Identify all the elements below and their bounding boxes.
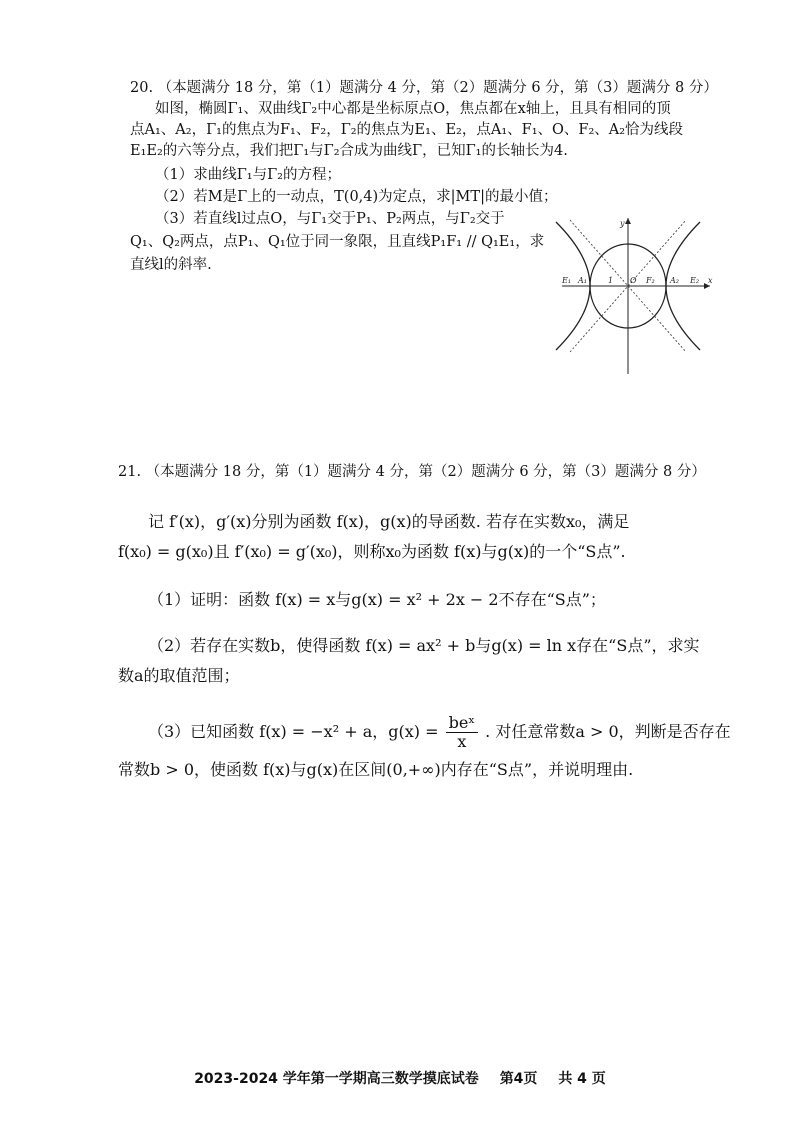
y-axis-arrow (625, 218, 631, 224)
q21-part-3-text-b: . 对任意常数a > 0，判断是否存在 (485, 722, 731, 741)
label-F2: F₂ (646, 276, 655, 285)
q20-part-3-line-1: （3）若直线l过点O，与Γ₁交于P₁、P₂两点，与Γ₂交于 (155, 211, 505, 227)
q21-part-1: （1）证明：函数 f(x) = x与g(x) = x² + 2x − 2不存在“S点”； (148, 590, 606, 609)
footer-title: 2023-2024 学年第一学期高三数学摸底试卷 (194, 1071, 479, 1087)
q21-fraction (446, 714, 479, 751)
q20-part-1: （1）求曲线Γ₁与Γ₂的方程； (155, 167, 341, 183)
q20-intro-line-2: 点A₁、A₂，Γ₁的焦点为F₁、F₂，Γ₂的焦点为E₁、E₂，点A₁、F₁、O、F₂、A₂恰为线段 (130, 122, 684, 138)
conic-figure (550, 212, 720, 377)
label-A2: A₂ (670, 276, 679, 285)
label-O: O (630, 276, 637, 285)
q20-header: 20. （本题满分 18 分，第（1）题满分 4 分，第（2）题满分 6 分，第（3）题满分 8 分） (130, 80, 718, 96)
footer-total: 共 4 页 (558, 1071, 606, 1087)
q21-fraction-denominator: x (457, 732, 467, 751)
label-E2: E₂ (690, 276, 700, 285)
q21-fraction-numerator: beˣ (446, 714, 479, 733)
label-F1: 1 (608, 276, 614, 285)
label-x: x (708, 276, 713, 285)
q21-intro-line-2: f(x₀) = g(x₀)且 f′(x₀) = g′(x₀)，则称x₀为函数 f(x)与g(x)的一个“S点”. (118, 542, 626, 561)
label-E1: E₁ (562, 276, 572, 285)
q20-part-2: （2）若M是Γ上的一动点，T(0,4)为定点，求|MT|的最小值； (155, 189, 558, 205)
q21-part-2-line-1: （2）若存在实数b，使得函数 f(x) = ax² + b与g(x) = ln x存在“S点”，求实 (148, 636, 700, 655)
page-footer (0, 1068, 800, 1088)
q21-intro-line-1: 记 f′(x)，g′(x)分别为函数 f(x)，g(x)的导函数. 若存在实数x₀，满足 (148, 512, 630, 531)
q20-intro-line-3: E₁E₂的六等分点，我们把Γ₁与Γ₂合成为曲线Γ，已知Γ₁的长轴长为4. (130, 143, 568, 159)
q20-part-3-line-2: Q₁、Q₂两点，点P₁、Q₁位于同一象限，且直线P₁F₁ // Q₁E₁，求 (130, 234, 545, 250)
q21-part-3-text-a: （3）已知函数 f(x) = −x² + a，g(x) = (148, 722, 439, 741)
label-y: y (620, 219, 625, 228)
q21-part-3-line-1 (148, 710, 731, 754)
q21-header: 21. （本题满分 18 分，第（1）题满分 4 分，第（2）题满分 6 分，第（3）题满分 8 分） (118, 464, 706, 480)
q21-part-3-line-2: 常数b > 0，使函数 f(x)与g(x)在区间(0,+∞)内存在“S点”，并说明理由. (118, 760, 634, 779)
q20-part-3-line-3: 直线l的斜率. (130, 257, 212, 273)
q20-intro-line-1: 如图，椭圆Γ₁、双曲线Γ₂中心都是坐标原点O，焦点都在x轴上，且具有相同的顶 (155, 101, 671, 117)
label-A1: A₁ (578, 276, 587, 285)
footer-page: 第4页 (499, 1071, 538, 1087)
q21-part-2-line-2: 数a的取值范围； (118, 666, 240, 685)
